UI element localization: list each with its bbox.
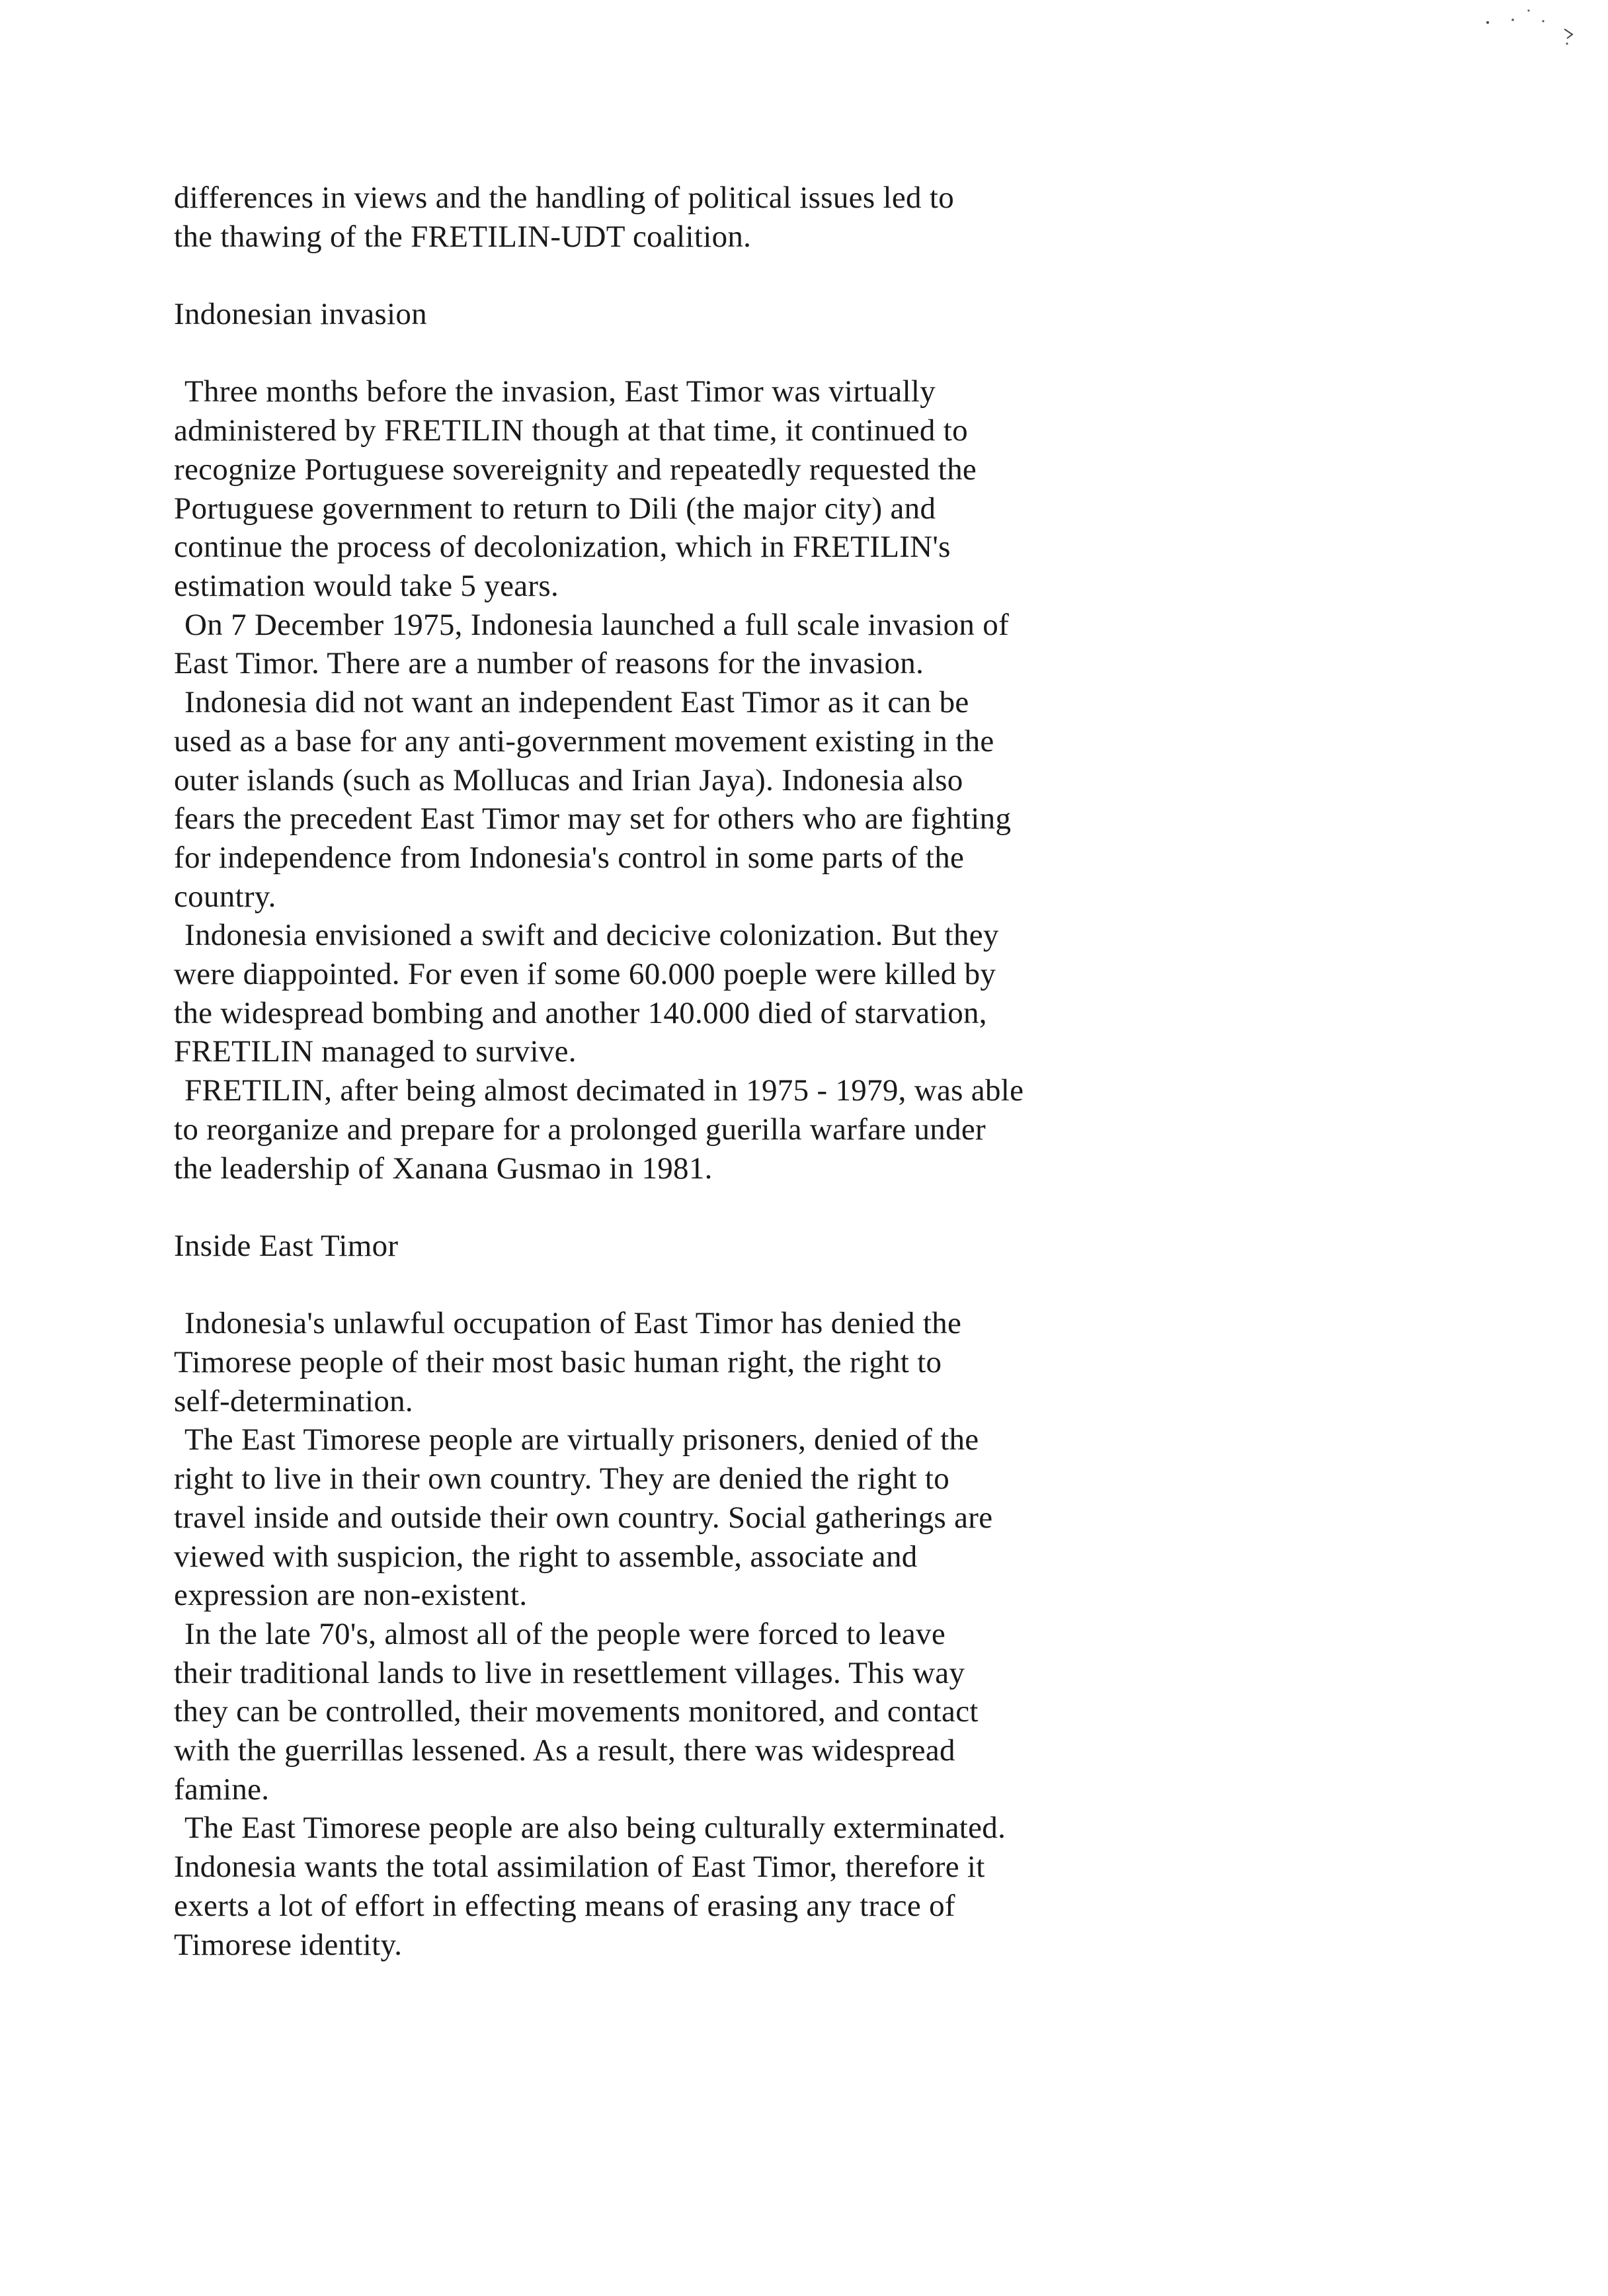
text-line: self-determination. <box>174 1383 413 1418</box>
text-line: Indonesia's unlawful occupation of East Timor has denied the <box>184 1306 962 1341</box>
intro-paragraph <box>174 179 1139 256</box>
text-line: right to live in their own country. They are denied the right to <box>174 1461 950 1496</box>
paragraph <box>174 1071 1139 1110</box>
text-line: estimation would take 5 years. <box>174 569 559 603</box>
text-line: country. <box>174 879 276 914</box>
paragraph <box>174 606 1139 645</box>
body-text <box>174 179 1139 1964</box>
scan-specks <box>1474 5 1580 45</box>
paragraph-continuation <box>174 1110 1139 1188</box>
text-line: Timorese people of their most basic human right, the right to <box>174 1345 942 1380</box>
text-line: Indonesia envisioned a swift and decicive colonization. But they <box>184 918 999 953</box>
paragraph-continuation <box>174 1343 1139 1420</box>
text-line: the widespread bombing and another 140.000 died of starvation, <box>174 995 987 1030</box>
text-line: they can be controlled, their movements monitored, and contact <box>174 1694 979 1729</box>
text-line: Indonesia wants the total assimilation of East Timor, therefore it <box>174 1850 985 1885</box>
text-line: Three months before the invasion, East Timor was virtually <box>184 374 936 409</box>
paragraph <box>174 916 1139 955</box>
text-line: Timorese identity. <box>174 1927 403 1962</box>
paragraph <box>174 372 1139 411</box>
text-line: FRETILIN managed to survive. <box>174 1034 577 1069</box>
text-line: The East Timorese people are virtually prisoners, denied of the <box>184 1422 979 1457</box>
paragraph <box>174 683 1139 722</box>
text-line: were diappointed. For even if some 60.000 poeple were killed by <box>174 957 996 992</box>
text-line: East Timor. There are a number of reasons for the invasion. <box>174 646 924 681</box>
text-line: continue the process of decolonization, which in FRETILIN's <box>174 530 951 565</box>
text-line: administered by FRETILIN though at that time, it continued to <box>174 413 968 448</box>
text-line: Indonesia did not want an independent East Timor as it can be <box>184 685 969 720</box>
paragraph-continuation <box>174 644 1139 683</box>
text-line: for independence from Indonesia's control in some parts of the <box>174 840 965 875</box>
paragraph-continuation <box>174 955 1139 1071</box>
paragraph <box>174 1615 1139 1654</box>
section-heading-inside-east-timor: Inside East Timor <box>174 1228 399 1263</box>
paragraph-continuation <box>174 411 1139 606</box>
text-line: the thawing of the FRETILIN-UDT coalition. <box>174 219 752 254</box>
text-line: to reorganize and prepare for a prolonged guerilla warfare under <box>174 1112 986 1147</box>
text-line: In the late 70's, almost all of the people were forced to leave <box>184 1616 946 1651</box>
paragraph-continuation <box>174 1459 1139 1615</box>
text-line: differences in views and the handling of political issues led to <box>174 181 954 215</box>
paragraph-continuation <box>174 1654 1139 1809</box>
paragraph-continuation <box>174 1848 1139 1964</box>
text-line: FRETILIN, after being almost decimated in 1975 - 1979, was able <box>184 1073 1024 1108</box>
text-line: travel inside and outside their own country. Social gatherings are <box>174 1500 993 1535</box>
text-line: used as a base for any anti-government movement existing in the <box>174 723 994 758</box>
paragraph <box>174 1420 1139 1459</box>
text-line: expression are non-existent. <box>174 1578 528 1613</box>
text-line: The East Timorese people are also being culturally exterminated. <box>184 1811 1006 1846</box>
text-line: Portuguese government to return to Dili (the major city) and <box>174 491 936 526</box>
text-line: recognize Portuguese sovereignity and repeatedly requested the <box>174 452 977 487</box>
text-line: outer islands (such as Mollucas and Irian Jaya). Indonesia also <box>174 762 963 798</box>
text-line: viewed with suspicion, the right to assemble, associate and <box>174 1539 918 1574</box>
paragraph <box>174 1304 1139 1343</box>
text-line: their traditional lands to live in resettlement villages. This way <box>174 1655 965 1690</box>
text-line: famine. <box>174 1772 270 1807</box>
text-line: fears the precedent East Timor may set for others who are fighting <box>174 801 1012 837</box>
text-line: with the guerrillas lessened. As a result, there was widespread <box>174 1733 955 1768</box>
section-heading-indonesian-invasion: Indonesian invasion <box>174 297 427 332</box>
text-line: On 7 December 1975, Indonesia launched a full scale invasion of <box>184 607 1010 642</box>
paragraph-continuation <box>174 722 1139 917</box>
text-line: exerts a lot of effort in effecting means of erasing any trace of <box>174 1888 955 1923</box>
paragraph <box>174 1809 1139 1848</box>
text-line: the leadership of Xanana Gusmao in 1981. <box>174 1151 713 1186</box>
